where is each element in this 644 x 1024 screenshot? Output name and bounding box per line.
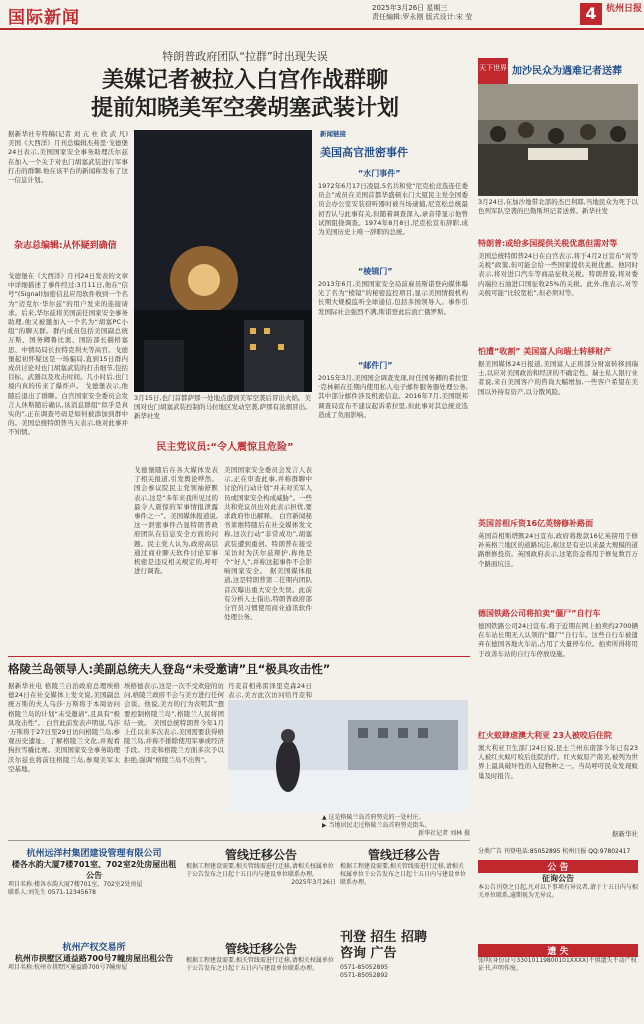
ad1-phone: 联系人:刘先生 0571-12345678: [8, 889, 96, 896]
sidebar-tag: 新闻链接: [320, 130, 346, 138]
lead-body-3: 戈德堡随后在各大媒体发表了相关报道,引发舆论哗然。国会参议院民主党领袖舒默表示,这是“多年来我所见过的最令人震惊的军事情报泄露事件之一”。美国媒体报道说,这一泄密事件凸显特朗普政府团队在信息安全方面的问题。民主党人认为,政府高层通过商业聊天软件讨论军事机密是违反相关规定的,呼吁进行调查。: [134, 466, 218, 576]
ad3-body: 根据工程建设需要,相关管线需进行迁移,请相关权属单位于公告发布之日起十五日内与建设单位联系办理。: [186, 863, 334, 878]
ad1-sub: 楼各水韵大厦7楼701室、702室2处房屋出租公告: [11, 860, 177, 880]
classified-box: [340, 930, 468, 1020]
lead-intro: 据新华社专特稿(记者 刘 亢 杜 欣 武 凡)美国《大西洋》月刊总编辑杰弗里·戈德堡24日表示,美国国家安全事务助理沃尔兹在加入一个关于对也门胡塞武装进行军事打击的群聊,他在该平台的新闻称发布了这一信息计划。: [8, 130, 128, 185]
ad3-title: 管线迁移公告: [224, 848, 297, 862]
lost-body: 张明(身份证号33010119800101XXXX)不慎遗失不动产权证书,声明作废。: [478, 957, 637, 972]
ad-block-2: [8, 940, 180, 1020]
rich-body: 据美国媒体24日报道,美国富人正将部分财富转移到瑞士,以应对美国政治和经济的不确定性。瑞士私人银行业者说,来自美国客户的咨询大幅增加,一些客户希望在美国以外持有资产,以分散风险。: [478, 360, 638, 396]
sidebar-p1: 1972年6月17日凌晨,5名共和党“尼克松竞选连任委员会”成员在美国首都华盛顿水门大厦民主党全国委员会办公室安装窃听器时被当场逮捕,尼克松总统最初否认与此事有关,但随着调查深入,录音带显示他曾试图阻挠调查。1974年8月8日,尼克松宣布辞职,成为美国历史上唯一辞职的总统。: [318, 182, 468, 237]
city-night-image: [134, 130, 312, 392]
ad3-date: 2025年3月26日: [291, 879, 336, 886]
classified-phone-2: 0571-85052892: [340, 972, 388, 979]
sidebar-h1: “水门事件”: [358, 169, 401, 178]
sidebar-title: 美国高官泄密事件: [320, 146, 408, 159]
ad5-body: 根据工程建设需要,相关管线需进行迁移,请相关权属单位于公告发布之日起十五日内与建设单位联系办理。: [340, 863, 467, 886]
greenland-body-1: 据新华社电 格陵兰自治政府总理埃格德24日在社交媒体上发文说,美国副总统万斯的夫人乌莎·万斯将于本周访问格陵兰岛的计划“未受邀请”,且具有“极具攻击性”。 白宫此前发表声明说,乌莎·万斯将于27日至29日访问格陵兰岛,参观历史遗址、了解格陵兰文化,并观看狗拉雪橇比赛。美国国家安全事务助理沃尔兹也将前往格陵兰岛,参观美军太空基地。: [8, 682, 120, 773]
editors-line: 责任编辑:罗永刚 版式设计:宋 莹: [372, 13, 473, 21]
lead-title-2: 提前知晓美军空袭胡塞武装计划: [90, 96, 399, 121]
gaza-photo: [478, 84, 638, 196]
divider: [8, 656, 470, 657]
paper-name: 杭州日报: [606, 4, 643, 14]
classified-label-2: 杭州日报 QQ:97802417: [562, 848, 631, 855]
de-title: 德国铁路公司将拍卖“僵尸”自行车: [478, 609, 601, 618]
lead-photo: [134, 130, 312, 392]
page-header: [0, 0, 644, 30]
ad4-title: 管线迁移公告: [224, 942, 297, 956]
greenland-photo: [228, 700, 468, 812]
divider-ads: [8, 840, 470, 841]
greenland-title: 格陵兰岛领导人:美副总统夫人登岛“未受邀请”且“极具攻击性”: [8, 662, 331, 676]
ad-block-3: [186, 846, 336, 938]
classified-bar: [478, 846, 638, 858]
uk-title: 英国首相斥资16亿英镑修补路面: [478, 519, 594, 528]
ad4-body: 根据工程建设需要,相关管线需进行迁移,请相关权属单位于公告发布之日起十五日内与建设单位联系办理。: [186, 957, 334, 972]
ad-block-1: [8, 846, 180, 938]
sidebar-h2: “棱镜门”: [358, 267, 393, 276]
sidebar-box: [318, 130, 468, 652]
sidebar-p3: 2015年3月,美国国会调查发现,时任国务卿的希拉里·克林顿在任期内使用私人电子邮件服务器处理公务,其中部分邮件涉及机密信息。2016年7月,美国联邦调查局宣布不建议起诉希拉里,但此事对其总统竞选造成了负面影响。: [318, 374, 468, 419]
ad2-sub: 杭州市拱墅区通益路700号7幢房屋出租公告: [14, 954, 174, 963]
lead-subhead-2: 民主党议员:“令人震惊且危险”: [156, 442, 294, 453]
classified-phone-1: 0571-85052895: [340, 964, 388, 971]
right-credit: 据新华社: [612, 830, 638, 838]
rich-title: 怕遭“收割” 美国富人向瑞士转移财产: [478, 347, 612, 356]
notice-box: [478, 860, 638, 940]
notice-sub: 征询公告: [542, 874, 574, 883]
sidebar-p2: 2013年6月,美国国家安全局前雇员斯诺登向媒体曝光了名为“棱镜”的秘密监控项目,显示美国情报机构长期大规模监听全球通信,包括多国领导人。事件引发国际社会强烈不满,斯诺登此后流亡俄罗斯。: [318, 280, 468, 316]
ad-block-5: [340, 846, 468, 926]
ad1-title: 杭州远洋村集团建设管理有限公司: [26, 849, 162, 859]
greenland-captions: ▲ 这是格陵兰岛首府努克的一处村庄。 ▶ 当地居民走过格陵兰岛首府努克街头。 新华社记者 刘林 摄: [322, 814, 470, 837]
ad1-body: 项目名称:楼各水韵大厦7楼701室、702室2处房屋: [8, 881, 143, 888]
greenland-body-3: 丹麦首相弗雷泽里克森24日表示,美方此次访问给丹麦和: [228, 682, 312, 700]
notice-title: 公 告: [478, 860, 638, 873]
greenland-body-2: 埃格德表示,这是一次不受欢迎的访问,格陵兰政府不会与美方进行任何会谈。他说,美方的行为表明其“想要控制格陵兰岛”,格陵兰人民将团结一致。 美国总统特朗普今年1月上任以来多次表示,美国需要获得格陵兰岛,并称不排除使用军事或经济手段。丹麦和格陵兰方面多次予以拒绝,强调“格陵兰岛不出售”。: [124, 682, 224, 764]
snow-street-image: [228, 700, 468, 812]
lead-body-4: 美国国家安全委员会发言人表示,正在审查此事,并称群聊中讨论的行动计划“并未对美军人员或国家安全构成威胁”。一些共和党议员也对此表示担忧,要求政府作出解释。 白宫新闻秘书莱维特随后在社交媒体发文称,这次行动“非常成功”,胡塞武装遭到重创。特朗普在接受采访时为沃尔兹辩护,称他是个“好人”,并称这起事件不会影响国家安全。 据美国媒体报道,这是特朗普第二任期内团队首次曝出重大安全失误。此前有分析人士指出,特朗普政府部分官员习惯使用商业通讯软件处理公务。: [224, 466, 312, 622]
uk-body: 英国首相斯塔默24日宣布,政府将拨款16亿英镑用于修补英格兰地区的道路坑洼,称这是有史以来最大规模的道路维修投资。英国政府表示,这笔资金将用于修复数百万个路面坑洼。: [478, 532, 638, 568]
ad5-title: 管线迁移公告: [367, 848, 440, 862]
lead-body-1: 戈德堡在《大西洋》月刊24日发表的文章中详细描述了事件经过:3月11日,他在“信号”(Signal)加密信息应用软件收到一个名为“迈克尔·华尔兹”的用户发来的连接请求。后来,华尔兹将美国前任国家安全事务助理,他又被邀加入一个名为“胡塞PC小组”的聊天群。群内成员包括美国副总统万斯、国务卿鲁比奥、国防部长赫格塞思、中情局局长拉特克利夫等高官。戈德堡起初怀疑这是一场骗局,直到15日群内成员讨论对也门胡塞武装的打击细节,包括目标、武器以及攻击时间。几小时后,也门境内真的传来了爆炸声。 戈德堡表示,他随后退出了群聊。白宫国家安全委员会发言人休斯随后确认,该消息群组“似乎是真实的”,正在调查号码是如何被添加到群中的。美国总统特朗普当天表示,他对此事并不知情。: [8, 272, 128, 437]
ad2-title: 杭州产权交易所: [62, 943, 126, 953]
ad2-body: 项目名称:杭州市拱墅区通益路700号7幢房屋: [8, 964, 128, 971]
lead-subhead-1: 杂志总编辑:从怀疑到确信: [14, 241, 117, 251]
trump-body: 美国总统特朗普24日在白宫表示,将于4月2日宣布“对等关税”政策,但可能会给一些国家提供关税优惠。他同时表示,将对进口汽车等商品征收关税。特朗普说,将对委内瑞拉石油进口国征收25%的关税。此外,他表示,对等关税可能“比较宽松”,但必须对等。: [478, 252, 638, 297]
gaza-title: 加沙民众为遇难记者送葬: [512, 66, 622, 77]
sidebar-h3: “邮件门”: [358, 361, 393, 370]
header-meta: [372, 4, 472, 22]
column-logo: 天下世界: [478, 58, 508, 116]
ad-block-4: [186, 940, 336, 1020]
lead-photo-caption: 3月15日,也门首都萨那一处地点遭到美军空袭后冒出火焰。美国对也门胡塞武装控制的马拉地区发动空袭,萨那有浓烟冒出。新华社发: [134, 394, 312, 420]
page-number: 4: [580, 3, 602, 25]
section-title: 国际新闻: [8, 8, 80, 28]
de-body: 德国铁路公司24日宣布,将于近期在网上拍卖约2700辆在车站长期无人认领的“僵尸”自行车。这些自行车被遗弃在德国各地火车站,占用了大量停车位。拍卖所得将用于改善车站的自行车停放设施。: [478, 622, 638, 658]
lost-title: 遗 失: [478, 944, 638, 957]
ant-body: 澳大利亚卫生部门24日说,昆士兰州东南部今年已有23人被红火蚁叮咬后住院治疗。红火蚁原产南美,被列为世界上最具破坏性的入侵物种之一。当局呼吁民众发现蚁巢及时报告。: [478, 744, 638, 780]
classified-title: 刊登 招生 招聘 咨询 广告: [340, 930, 428, 961]
gaza-caption: 3月24日,在加沙地带北部的杰巴利耶,当地民众为死于以色列军队空袭的巴勒斯坦记者送葬。新华社发: [478, 198, 638, 216]
lead-kicker: 特朗普政府团队“拉群”时出现失误: [162, 50, 328, 63]
lead-title-1: 美媒记者被拉入白宫作战群聊: [101, 68, 388, 93]
funeral-crowd-image: [478, 84, 638, 196]
ant-title: 红火蚁肆虐澳大利亚 23人被咬后住院: [478, 731, 612, 740]
lost-box: [478, 944, 638, 1020]
date-line: 2025年3月26日 星期三: [372, 4, 448, 12]
notice-body: 本公告刊登之日起,凡对以下事项有异议者,请于十五日内与相关单位联系,逾期视为无异议。: [478, 884, 638, 899]
trump-title: 特朗普:或给多国提供关税优惠但需对等: [478, 239, 618, 248]
classified-label-1: 分类广告 刊登电话:85052895: [478, 848, 561, 855]
